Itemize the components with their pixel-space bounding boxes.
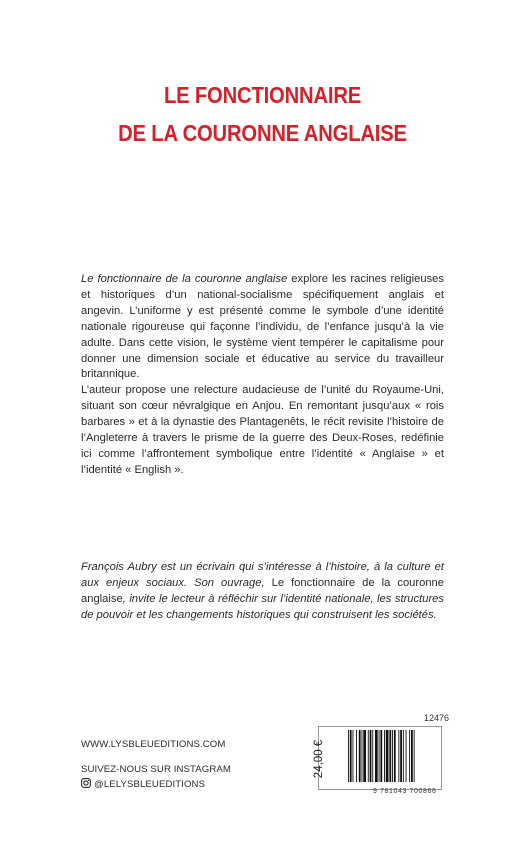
product-code: 12476 <box>424 713 450 723</box>
isbn-number: 9 781043 700866 <box>373 788 437 795</box>
instagram-call-to-action: SUIVEZ-NOUS SUR INSTAGRAM <box>81 764 231 775</box>
synopsis-book-title: Le fonctionnaire de la couronne anglaise <box>81 273 288 285</box>
synopsis <box>81 272 444 479</box>
book-title-line-2: DE LA COURONNE ANGLAISE <box>118 120 407 146</box>
author-bio <box>81 560 444 624</box>
instagram-icon <box>81 778 91 791</box>
author-bio-book-title: Le fonctionnaire de la couronne anglaise <box>81 576 445 605</box>
instagram-handle[interactable]: @LELYSBLEUEDITIONS <box>94 779 206 790</box>
book-title-line-1: LE FONCTIONNAIRE <box>163 82 362 108</box>
instagram-handle-row[interactable] <box>81 778 205 791</box>
isbn-barcode <box>346 730 438 782</box>
author-bio-text-1: François Aubry est un écrivain qui s’intéresse à l’histoire, à la culture et aux enjeux sociaux. Son ouvrage, <box>81 561 444 589</box>
author-bio-text-2: , invite le lecteur à réfléchir sur l’identité nationale, les structures de pouvoir et les changements historiques qui construisent les sociétés. <box>81 592 444 621</box>
synopsis-paragraph-1 <box>81 272 444 383</box>
synopsis-paragraph-1-text: explore les racines religieuses et historiques d’un national-socialisme spécifiquement anglais et angevin. L’uniforme y est présenté comme le symbole d’une identité nationale rigoureuse qui façonne l’individu, de l’enfance jusqu’à la vie adulte. Dans cette vision, le système vient tempérer le capitalisme pour donner une dimension sociale et éducative au service du travailleur britannique. <box>81 273 444 381</box>
price: 24,00 € <box>313 739 325 779</box>
synopsis-paragraph-2: L’auteur propose une relecture audacieuse de l’unité du Royaume-Uni, situant son cœur névralgique en Anjou. En remontant jusqu’aux « rois barbares » et à la dynastie des Plantagenêts, le récit revisite l’histoire de l’Angleterre à travers le prisme de la guerre des Deux-Roses, redéfinie ici comme l’affrontement symbolique entre l’identité « Anglaise » et l’identité « English ». <box>81 384 444 476</box>
publisher-website[interactable]: WWW.LYSBLEUEDITIONS.COM <box>81 739 226 750</box>
